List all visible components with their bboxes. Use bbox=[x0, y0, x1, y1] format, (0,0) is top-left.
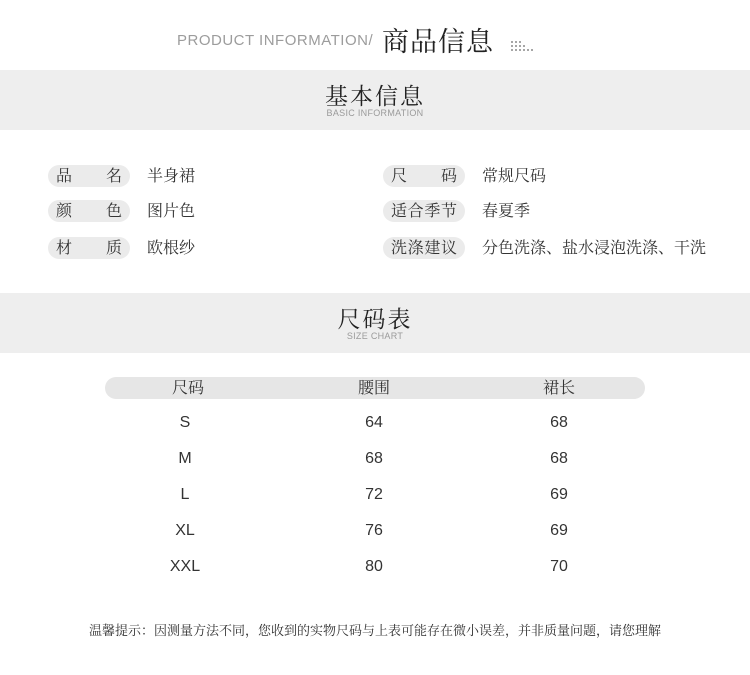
info-label: 适合季节 bbox=[383, 200, 465, 222]
cell-length: 70 bbox=[550, 558, 568, 575]
info-label: 颜色 bbox=[48, 200, 130, 222]
info-value: 半身裙 bbox=[147, 166, 196, 185]
cell-waist: 64 bbox=[365, 414, 383, 431]
cell-waist: 68 bbox=[365, 450, 383, 467]
cell-length: 69 bbox=[550, 486, 568, 503]
info-label: 尺码 bbox=[383, 165, 465, 187]
size-chart-subtitle: SIZE CHART bbox=[346, 331, 404, 341]
header-waist: 腰围 bbox=[357, 378, 390, 397]
cell-size: XL bbox=[175, 522, 195, 539]
page-title-row bbox=[0, 14, 750, 60]
info-value: 常规尺码 bbox=[482, 166, 547, 185]
info-label: 品名 bbox=[48, 165, 130, 187]
info-value: 图片色 bbox=[147, 201, 196, 220]
header-length: 裙长 bbox=[542, 378, 575, 397]
info-label: 洗涤建议 bbox=[383, 237, 465, 259]
cell-length: 68 bbox=[550, 414, 568, 431]
cell-size: XXL bbox=[169, 558, 201, 575]
cell-length: 68 bbox=[550, 450, 568, 467]
basic-info-banner bbox=[0, 70, 750, 130]
page-title-cn: 商品信息 bbox=[382, 27, 494, 58]
size-chart-banner bbox=[0, 293, 750, 353]
cell-waist: 76 bbox=[365, 522, 383, 539]
size-chart-title: 尺码表 bbox=[337, 307, 413, 333]
basic-info-subtitle: BASIC INFORMATION bbox=[326, 108, 424, 118]
info-value: 欧根纱 bbox=[147, 238, 196, 257]
header-size: 尺码 bbox=[171, 378, 204, 397]
cell-length: 69 bbox=[550, 522, 568, 539]
dots-decoration-icon bbox=[510, 40, 536, 52]
cell-waist: 72 bbox=[365, 486, 383, 503]
info-value: 分色洗涤、盐水浸泡洗涤、干洗 bbox=[482, 238, 707, 257]
info-label: 材质 bbox=[48, 237, 130, 259]
basic-info-title: 基本信息 bbox=[325, 84, 425, 110]
page-title-en: PRODUCT INFORMATION/ bbox=[177, 32, 374, 49]
cell-size: S bbox=[179, 414, 191, 431]
disclaimer-note: 温馨提示：因测量方法不同，您收到的实物尺码与上表可能存在微小误差，并非质量问题，请您理解 bbox=[89, 624, 662, 639]
info-value: 春夏季 bbox=[482, 201, 531, 220]
cell-size: M bbox=[178, 450, 192, 467]
size-table-header bbox=[105, 377, 645, 399]
cell-waist: 80 bbox=[365, 558, 383, 575]
cell-size: L bbox=[180, 486, 190, 503]
